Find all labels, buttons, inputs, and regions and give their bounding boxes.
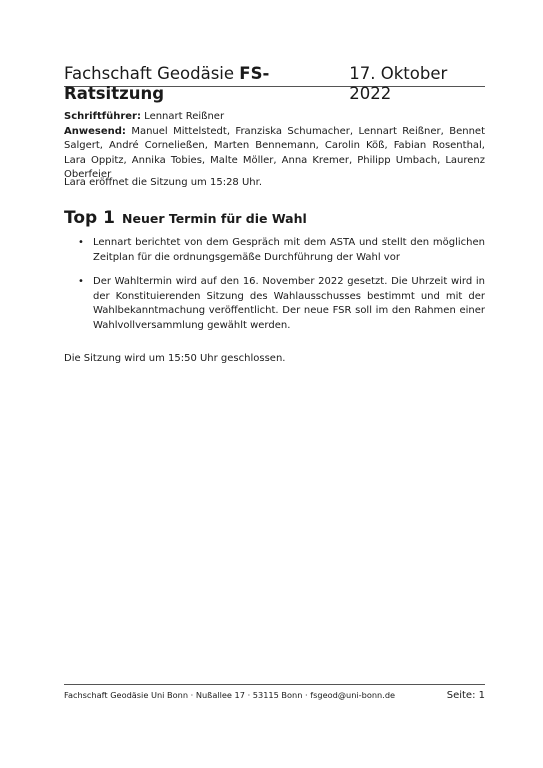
header-meeting: FS-Ratsitzung [64, 64, 270, 103]
top-number: Top 1 [64, 208, 115, 228]
list-item [64, 275, 485, 333]
present-names: Manuel Mittelstedt, Franziska Schumacher, Lennart Reißner, Bennet Salgert, André Corneließen, Marten Bennemann, Carolin Köß, Fabian Rosenthal, Lara Oppitz, Annika Tobies, Malte Möller, Anna Kremer, Philipp Umbach, Laurenz Oberfeier [64, 125, 485, 180]
closing-text: Die Sitzung wird um 15:50 Uhr geschlossen. [64, 353, 286, 364]
bullet-icon: • [78, 237, 84, 248]
page-header [64, 64, 485, 103]
attendance-block [64, 110, 485, 183]
top-title: Neuer Termin für die Wahl [122, 211, 307, 226]
footer-address: Fachschaft Geodäsie Uni Bonn · Nußallee 17 · 53115 Bonn · fsgeod@uni-bonn.de [64, 690, 396, 700]
list-item [64, 236, 485, 265]
page-footer [64, 684, 485, 701]
recorder-name: Lennart Reißner [144, 111, 225, 122]
top-heading [64, 208, 485, 228]
present-label: Anwesend: [64, 125, 126, 137]
top-item-list [64, 236, 485, 343]
header-date: 17. Oktober 2022 [349, 64, 448, 103]
recorder-line [64, 110, 485, 125]
page-number: Seite: 1 [446, 690, 485, 701]
present-line [64, 125, 485, 183]
header-org: Fachschaft Geodäsie [64, 64, 235, 83]
header-title [64, 64, 349, 104]
opening-text: Lara eröffnet die Sitzung um 15:28 Uhr. [64, 177, 262, 188]
bullet-icon: • [78, 276, 84, 287]
list-item-text: Der Wahltermin wird auf den 16. November 2022 gesetzt. Die Uhrzeit wird in der Konstituierenden Sitzung des Wahlausschusses bestimmt und mit der Wahlbekanntmachung veröffentlicht. Der neue FSR soll im den Rahmen einer Wahlvollversammlung gewählt werden. [93, 276, 485, 331]
list-item-text: Lennart berichtet von dem Gespräch mit dem ASTA und stellt den möglichen Zeitplan für die ordnungsgemäße Durchführung der Wahl vor [93, 237, 485, 263]
recorder-label: Schriftführer: [64, 111, 141, 122]
